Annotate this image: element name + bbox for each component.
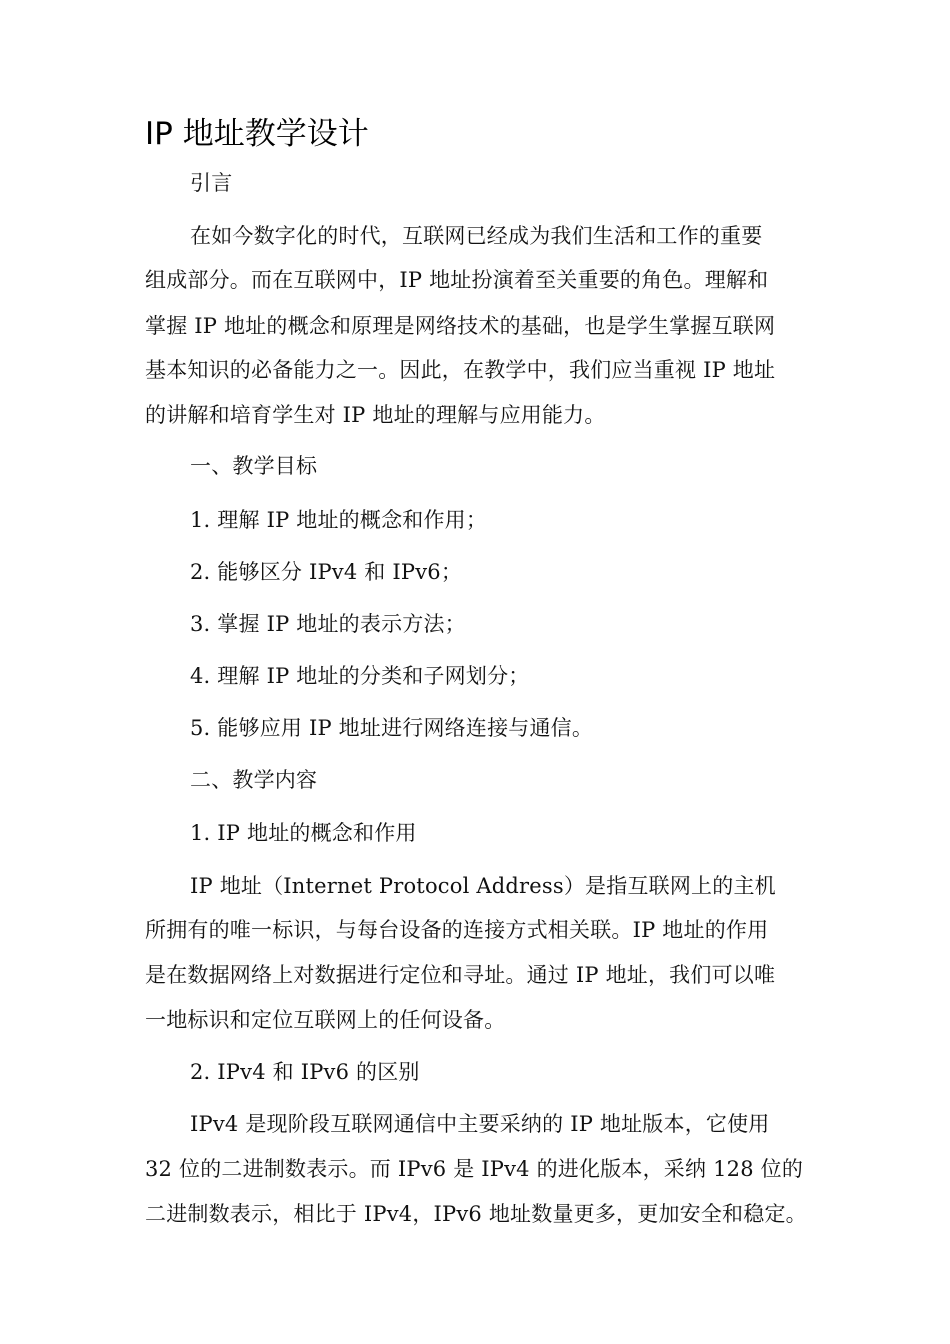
objective-item: 2. 能够区分 IPv4 和 IPv6；: [190, 560, 463, 584]
subsection-heading: 1. IP 地址的概念和作用: [190, 821, 417, 845]
content-line: 32 位的二进制数表示。而 IPv6 是 IPv4 的进化版本，采纳 128 位的: [145, 1157, 804, 1181]
objective-item: 3. 掌握 IP 地址的表示方法；: [190, 612, 466, 636]
intro-heading: 引言: [190, 171, 233, 195]
intro-line: 基本知识的必备能力之一。因此，在教学中，我们应当重视 IP 地址: [145, 358, 776, 382]
intro-line: 组成部分。而在互联网中，IP 地址扮演着至关重要的角色。理解和: [145, 268, 769, 292]
content-line: 一地标识和定位互联网上的任何设备。: [145, 1008, 506, 1032]
content-line: 是在数据网络上对数据进行定位和寻址。通过 IP 地址，我们可以唯: [145, 963, 776, 987]
content-line: 二进制数表示，相比于 IPv4，IPv6 地址数量更多，更加安全和稳定。: [145, 1202, 807, 1226]
section-heading-objectives: 一、教学目标: [190, 454, 318, 478]
content-line: IP 地址（Internet Protocol Address）是指互联网上的主机: [190, 874, 776, 898]
objective-item: 5. 能够应用 IP 地址进行网络连接与通信。: [190, 716, 594, 740]
content-line: 所拥有的唯一标识，与每台设备的连接方式相关联。IP 地址的作用: [145, 918, 769, 942]
document-title: IP 地址教学设计: [145, 116, 369, 152]
section-heading-content: 二、教学内容: [190, 768, 318, 792]
objective-item: 1. 理解 IP 地址的概念和作用；: [190, 508, 488, 532]
intro-line: 在如今数字化的时代，互联网已经成为我们生活和工作的重要: [190, 224, 763, 248]
objective-item: 4. 理解 IP 地址的分类和子网划分；: [190, 664, 530, 688]
intro-line: 的讲解和培育学生对 IP 地址的理解与应用能力。: [145, 403, 606, 427]
intro-line: 掌握 IP 地址的概念和原理是网络技术的基础，也是学生掌握互联网: [145, 314, 776, 338]
content-line: IPv4 是现阶段互联网通信中主要采纳的 IP 地址版本，它使用: [190, 1112, 770, 1136]
subsection-heading: 2. IPv4 和 IPv6 的区别: [190, 1060, 420, 1084]
